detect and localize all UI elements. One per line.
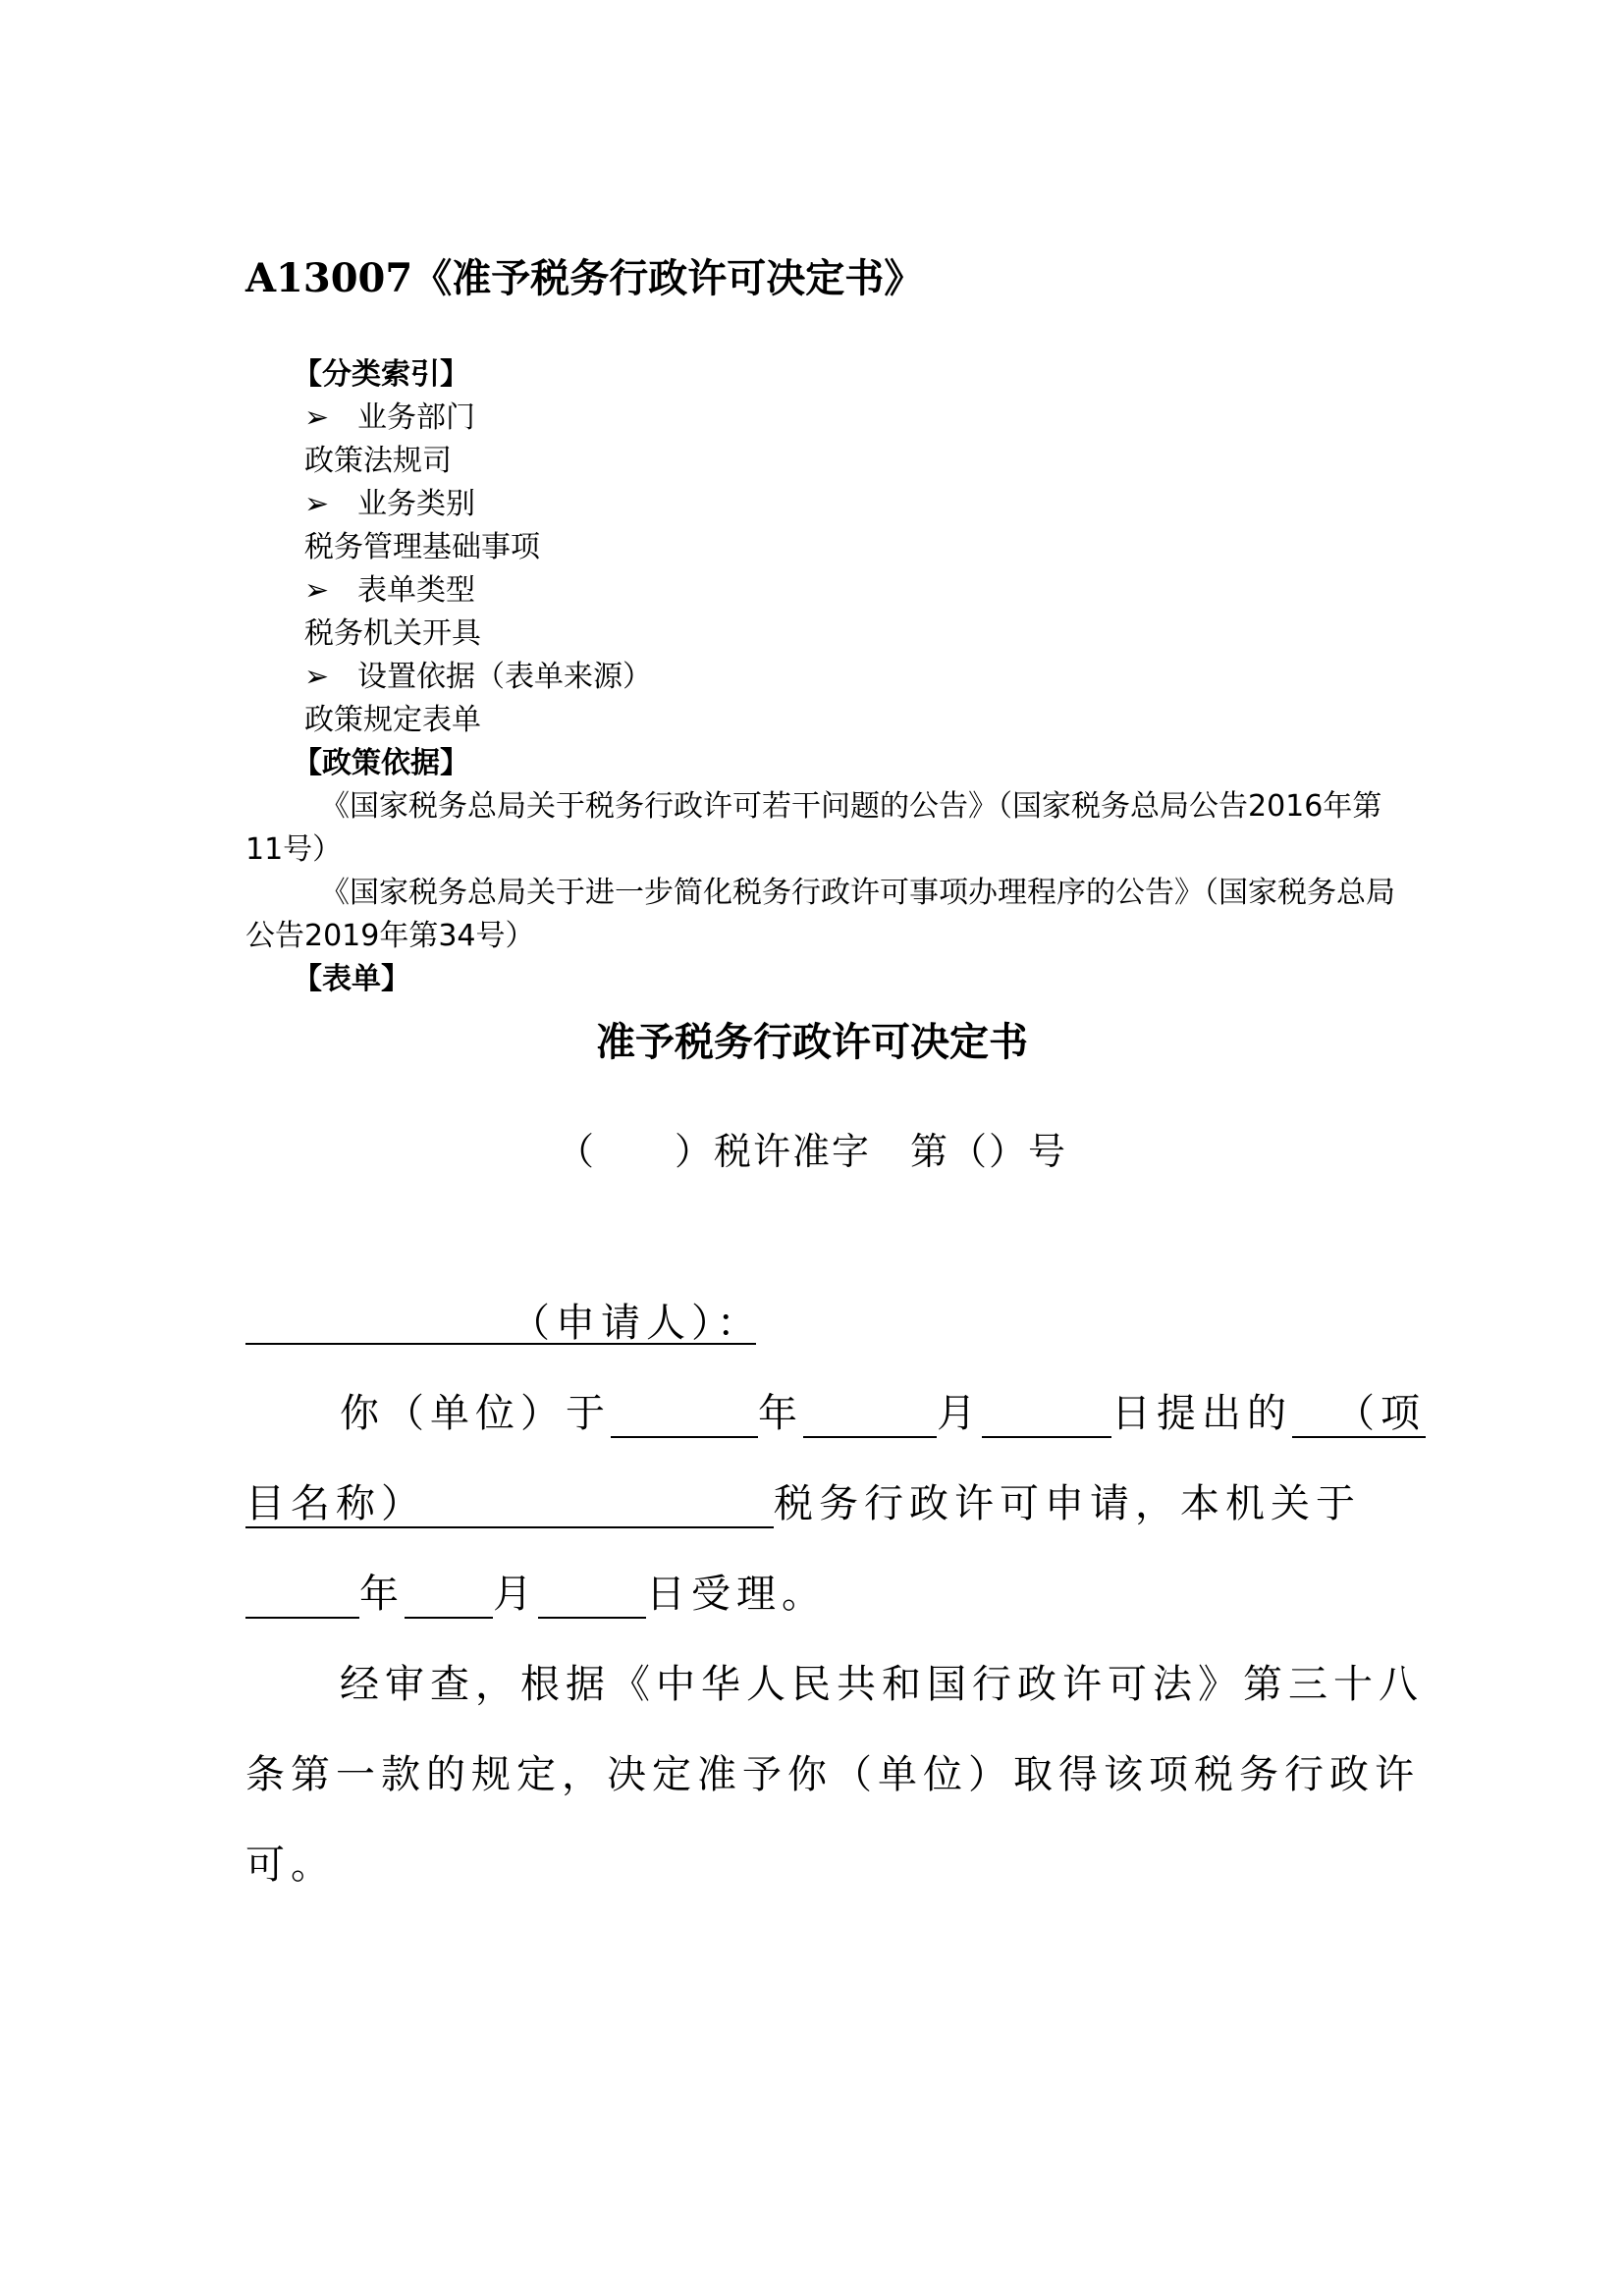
day-accepted-label: 日受理。 <box>646 1572 827 1617</box>
month2-label: 月 <box>493 1572 538 1617</box>
index-item-value: 政策规定表单 <box>304 703 481 737</box>
month-label: 月 <box>937 1391 982 1436</box>
para1-line3 <box>245 1563 827 1619</box>
metadata-section <box>245 353 1404 1001</box>
policy-item: 《国家税务总局关于税务行政许可若干问题的公告》（国家税务总局公告2016年第11号） <box>245 789 1382 867</box>
arrow-bullet-icon: ➢ <box>304 487 330 521</box>
year-blank <box>611 1393 758 1438</box>
index-item-value: 政策法规司 <box>304 444 452 478</box>
document-code-title: A13007《准予税务行政许可决定书》 <box>245 255 924 301</box>
para1-line1 <box>245 1382 1426 1438</box>
index-item-value: 税务管理基础事项 <box>304 530 540 564</box>
index-item-label: 业务类别 <box>357 487 475 521</box>
year2-label: 年 <box>359 1572 405 1617</box>
form-header: 【表单】 <box>293 962 410 996</box>
arrow-bullet-icon: ➢ <box>304 573 330 608</box>
project-blank-lead <box>1292 1393 1335 1438</box>
project-label-a: （项 <box>1335 1391 1426 1436</box>
index-item-value: 税务机关开具 <box>304 616 481 651</box>
index-item-form-type <box>245 569 1404 613</box>
arrow-bullet-icon: ➢ <box>304 400 330 435</box>
index-item-label: 表单类型 <box>357 573 475 608</box>
day-blank <box>982 1393 1111 1438</box>
index-item-label: 设置依据（表单来源） <box>357 660 652 694</box>
applicant-label: （申请人）： <box>511 1301 762 1346</box>
applicant-line <box>245 1292 762 1346</box>
policy-header: 【政策依据】 <box>293 746 469 780</box>
para2-line3: 可。 <box>245 1842 336 1888</box>
index-item-label: 业务部门 <box>357 400 475 435</box>
index-item-basis <box>245 656 1404 699</box>
index-item-category <box>245 483 1404 526</box>
year-label: 年 <box>758 1391 803 1436</box>
month-blank <box>803 1393 937 1438</box>
day2-blank <box>538 1574 646 1619</box>
index-header: 【分类索引】 <box>293 357 469 392</box>
month2-blank <box>405 1574 493 1619</box>
para2-line1: 经审查，根据《中华人民共和国行政许可法》第三十八 <box>340 1662 1424 1707</box>
index-item-dept <box>245 397 1404 440</box>
para1-tail: 税务行政许可申请，本机关于 <box>774 1481 1361 1526</box>
para2-line2: 条第一款的规定，决定准予你（单位）取得该项税务行政许 <box>245 1752 1420 1797</box>
form-title: 准予税务行政许可决定书 <box>596 1020 1028 1065</box>
day-submitted-label: 日提出的 <box>1111 1391 1292 1436</box>
policy-item: 《国家税务总局关于进一步简化税务行政许可事项办理程序的公告》（国家税务总局公告2019年第34号） <box>245 876 1395 953</box>
form-number-line: （ ）税许准字 第（）号 <box>556 1130 1067 1173</box>
project-label-b: 目名称） <box>245 1481 426 1526</box>
project-blank <box>426 1483 774 1528</box>
para1-start: 你（单位）于 <box>340 1391 611 1436</box>
para1-line2 <box>245 1472 1361 1528</box>
arrow-bullet-icon: ➢ <box>304 660 330 694</box>
year2-blank <box>245 1574 359 1619</box>
